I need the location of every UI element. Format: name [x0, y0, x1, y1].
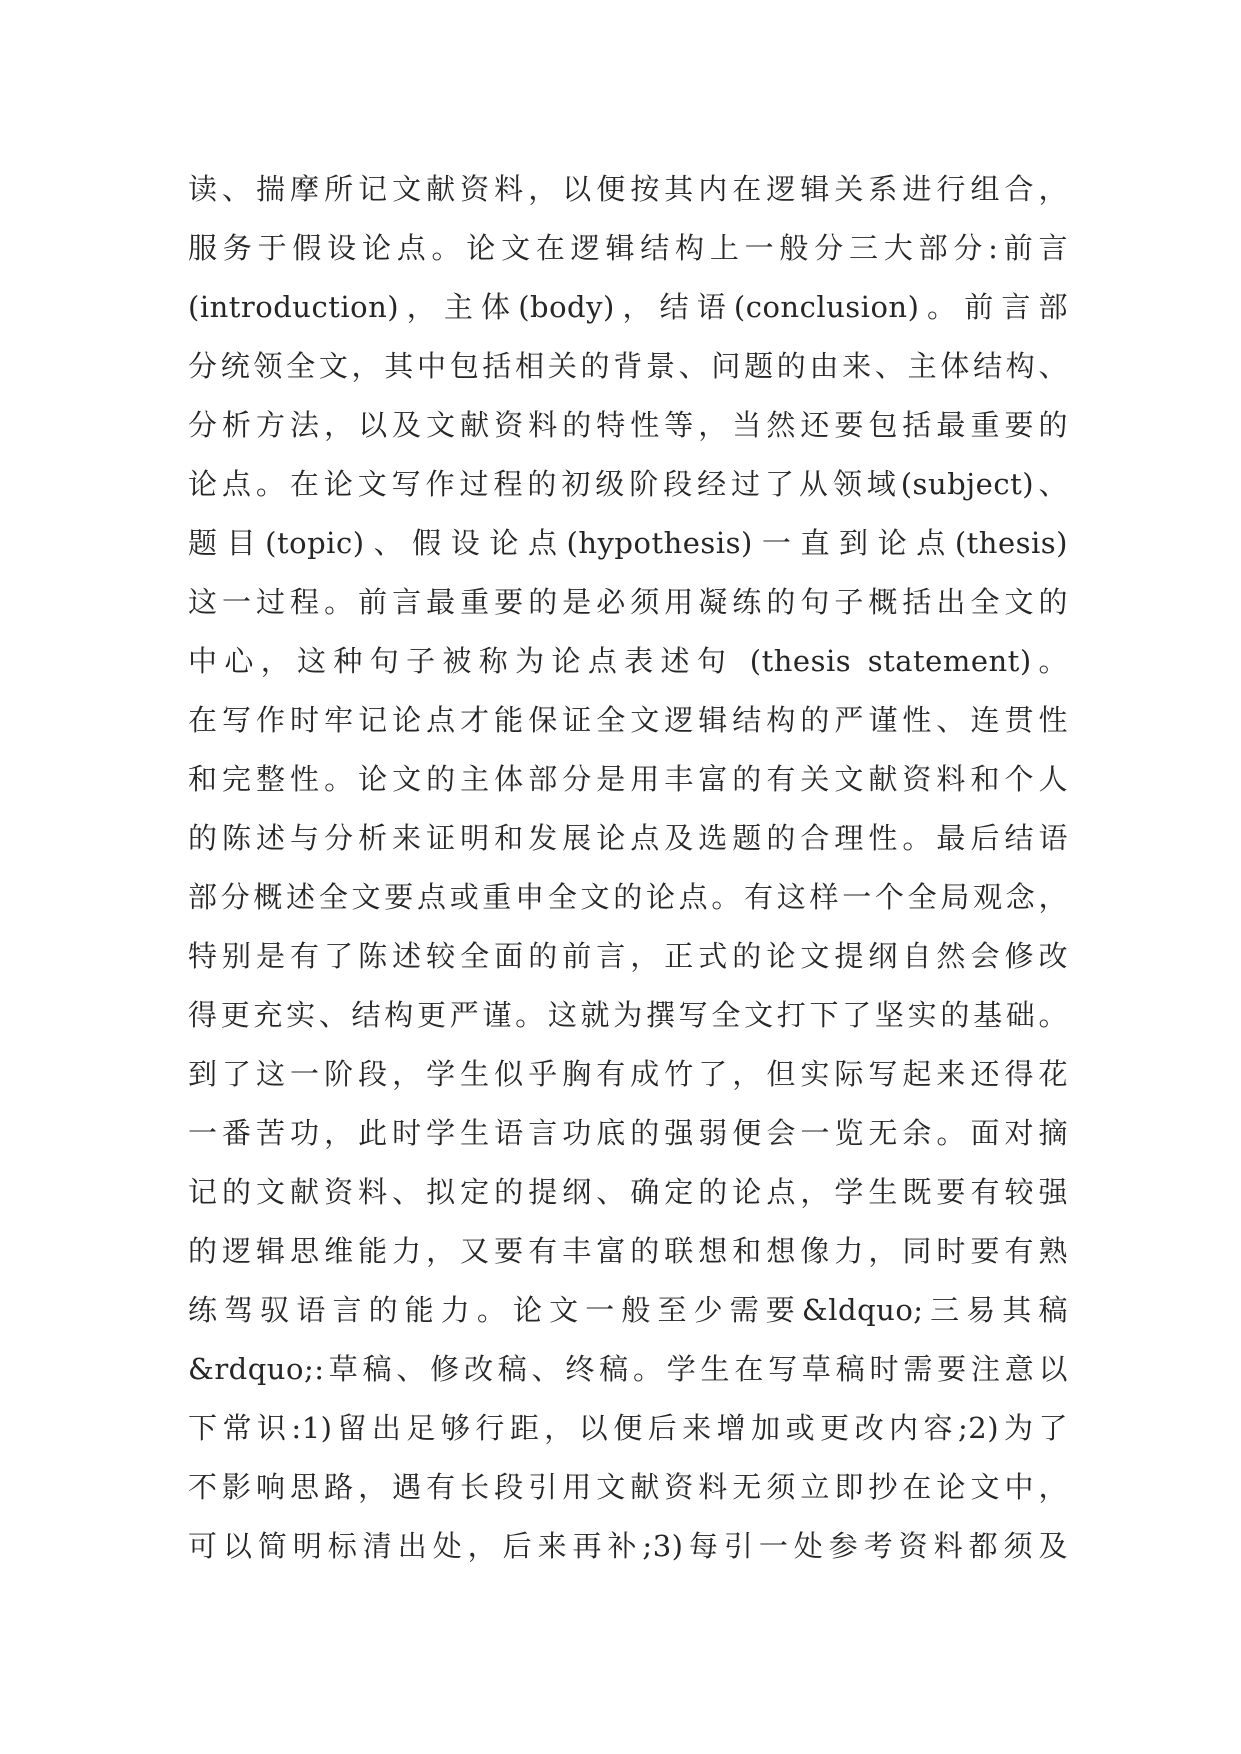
text-line-4: 分统领全文，其中包括相关的背景、问题的由来、主体结构、 — [188, 349, 1068, 383]
text-line-23: 不影响思路，遇有长段引用文献资料无须立即抄在论文中， — [188, 1470, 1068, 1504]
text-line-22: 下常识:1)留出足够行距，以便后来增加或更改内容;2)为了 — [188, 1411, 1068, 1445]
text-line-10: 在写作时牢记论点才能保证全文逻辑结构的严谨性、连贯性 — [188, 703, 1068, 737]
text-line-14: 特别是有了陈述较全面的前言，正式的论文提纲自然会修改 — [188, 939, 1068, 973]
text-line-21: &rdquo;:草稿、修改稿、终稿。学生在写草稿时需要注意以 — [188, 1352, 1068, 1386]
text-line-11: 和完整性。论文的主体部分是用丰富的有关文献资料和个人 — [188, 762, 1068, 796]
text-line-16: 到了这一阶段，学生似乎胸有成竹了，但实际写起来还得花 — [188, 1057, 1068, 1091]
text-line-7: 题目(topic)、假设论点(hypothesis)一直到论点(thesis) — [188, 526, 1068, 560]
text-line-17: 一番苦功，此时学生语言功底的强弱便会一览无余。面对摘 — [188, 1116, 1068, 1150]
text-line-6: 论点。在论文写作过程的初级阶段经过了从领域(subject)、 — [188, 467, 1068, 501]
text-line-15: 得更充实、结构更严谨。这就为撰写全文打下了坚实的基础。 — [188, 998, 1068, 1032]
text-line-19: 的逻辑思维能力，又要有丰富的联想和想像力，同时要有熟 — [188, 1234, 1068, 1268]
text-line-8: 这一过程。前言最重要的是必须用凝练的句子概括出全文的 — [188, 585, 1068, 619]
text-line-1: 读、揣摩所记文献资料，以便按其内在逻辑关系进行组合， — [188, 172, 1068, 206]
text-line-24: 可以简明标清出处，后来再补;3)每引一处参考资料都须及 — [188, 1529, 1068, 1563]
text-line-13: 部分概述全文要点或重申全文的论点。有这样一个全局观念， — [188, 880, 1068, 914]
body-text — [188, 160, 1068, 1576]
text-line-18: 记的文献资料、拟定的提纲、确定的论点，学生既要有较强 — [188, 1175, 1068, 1209]
text-line-12: 的陈述与分析来证明和发展论点及选题的合理性。最后结语 — [188, 821, 1068, 855]
text-line-20: 练驾驭语言的能力。论文一般至少需要&ldquo;三易其稿 — [188, 1293, 1068, 1327]
text-line-5: 分析方法，以及文献资料的特性等，当然还要包括最重要的 — [188, 408, 1068, 442]
text-line-2: 服务于假设论点。论文在逻辑结构上一般分三大部分:前言 — [188, 231, 1068, 265]
text-line-3: (introduction)，主体(body)，结语(conclusion)。前言部 — [188, 290, 1068, 324]
text-line-9: 中心，这种句子被称为论点表述句 (thesis statement)。 — [188, 644, 1068, 678]
